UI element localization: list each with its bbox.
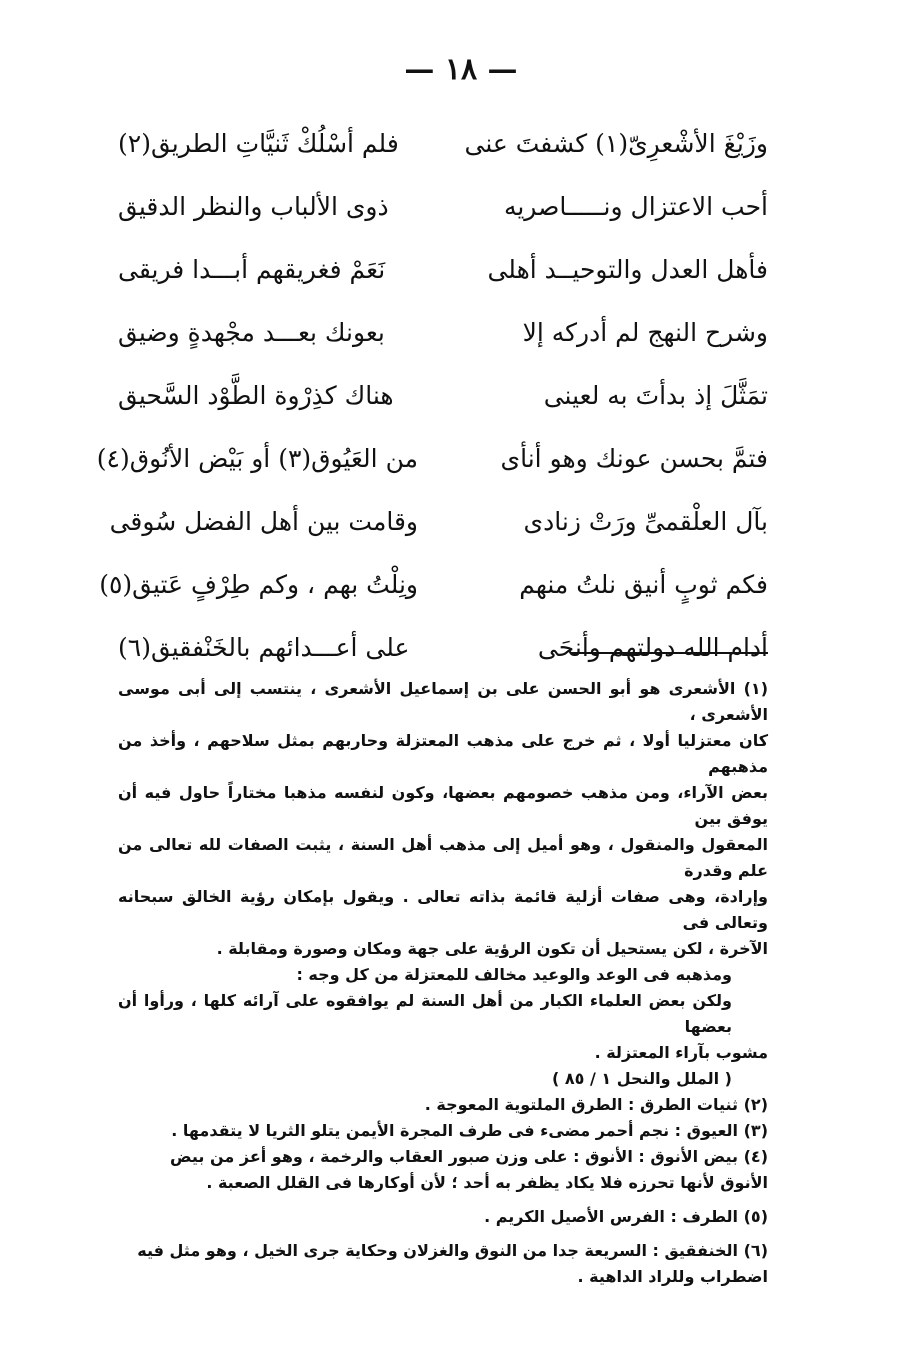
footnote-separator — [570, 652, 768, 654]
footnote-1-line: ومذهبه فى الوعد والوعيد مخالف للمعتزلة من كل وجه : — [296, 965, 732, 984]
verse-second-hemistich: وقامت بين أهل الفضل سُوقى — [109, 507, 418, 536]
verse-second-hemistich: بعونك بعـــد مجْهدةٍ وضيق — [118, 318, 385, 347]
poem — [96, 112, 768, 679]
verse-first-hemistich: أحب الاعتزال ونـــــاصريه — [503, 192, 768, 221]
footnote-2: (٢) ثنيات الطرق : الطرق الملتوية المعوجة . — [424, 1095, 768, 1114]
verse — [96, 427, 768, 490]
verse — [118, 238, 768, 301]
verse — [118, 364, 768, 427]
footnote-1-line: المعقول والمنقول ، وهو أميل إلى مذهب أهل السنة ، يثبت الصفات لله تعالى من علم وقدرة — [118, 835, 768, 880]
verse-first-hemistich: وشرح النهج لم أدركه إلا — [522, 318, 768, 347]
footnote-6-line: اضطراب وللراد الداهية . — [577, 1267, 768, 1286]
footnote-4-line: (٤) بيض الأنوق : الأنوق : على وزن صبور العقاب والرخمة ، وهو أعز من بيض — [170, 1147, 768, 1166]
footnote-1-line: بعض الآراء، ومن مذهب خصومهم بعضها، وكون لنفسه مذهبا مختاراً حاول فيه أن يوفق بين — [118, 783, 768, 828]
footnote-3: (٣) العيوق : نجم أحمر مضىء فى طرف المجرة الأيمن يتلو الثريا لا يتقدمها . — [171, 1121, 768, 1140]
footnotes — [118, 676, 768, 1290]
footnote-1-line: وإرادة، وهى صفات أزلية قائمة بذاته تعالى . ويقول بإمكان رؤية الخالق سبحانه وتعالى فى — [118, 887, 768, 932]
footnote-1-reference: ( الملل والنحل ١ / ٨٥ ) — [551, 1069, 732, 1088]
footnote-1-line: ولكن بعض العلماء الكبار من أهل السنة لم يوافقوه على آرائه كلها ، ورأوا أن بعضها — [118, 991, 732, 1036]
verse-second-hemistich: ونِلْتُ بهم ، وكم طِرْفٍ عَتيق(٥) — [99, 570, 418, 599]
verse — [118, 175, 768, 238]
verse-second-hemistich: من العَيُوق(٣) أو بَيْض الأنُوق(٤) — [96, 444, 418, 473]
verse-second-hemistich: على أعـــدائهم بالخَنْفقيق(٦) — [118, 633, 410, 662]
verse-first-hemistich: تمَثَّلَ إذ بدأتَ به لعينى — [543, 381, 768, 410]
verse-first-hemistich: فأهل العدل والتوحيــد أهلى — [487, 255, 768, 284]
footnote-4-line: الأنوق لأنها تحرزه فلا يكاد يظفر به أحد ؛ لأن أوكارها فى القلل الصعبة . — [206, 1173, 768, 1192]
verse-first-hemistich: بآل العلْقمىِّ ورَتْ زنادى — [523, 507, 768, 536]
verse — [99, 553, 768, 616]
footnote-1-line: مشوب بآراء المعتزلة . — [594, 1043, 768, 1062]
footnote-1-line: كان معتزليا أولا ، ثم خرج على مذهب المعتزلة وحاربهم بمثل سلاحهم ، وأخذ من مذهبهم — [118, 731, 768, 776]
verse — [118, 301, 768, 364]
verse-first-hemistich: فتمَّ بحسن عونك وهو أنأى — [500, 444, 768, 473]
footnote-1-line: (١) الأشعرى هو أبو الحسن على بن إسماعيل الأشعرى ، ينتسب إلى أبى موسى الأشعرى ، — [118, 679, 768, 724]
verse — [109, 490, 768, 553]
verse-first-hemistich: فكم ثوبٍ أنيق نلتُ منهم — [519, 570, 768, 599]
page-number: — ١٨ — — [404, 52, 518, 87]
verse-second-hemistich: فلم أسْلُكْ ثَنيَّاتِ الطريق(٢) — [118, 129, 399, 158]
verse-second-hemistich: هناك كذِرْوة الطَّوْد السَّحيق — [118, 381, 394, 410]
verse — [118, 616, 768, 679]
verse-second-hemistich: ذوى الألباب والنظر الدقيق — [118, 192, 389, 221]
footnote-1-line: الآخرة ، لكن يستحيل أن تكون الرؤية على جهة ومكان وصورة ومقابلة . — [216, 939, 768, 958]
verse — [118, 112, 768, 175]
verse-second-hemistich: نَعَمْ فغريقهم أبـــدا فريقى — [118, 255, 386, 284]
verse-first-hemistich: وزَيْغَ الأشْعرِىّ(١) كشفتَ عنى — [464, 129, 768, 158]
footnote-5: (٥) الطرف : الفرس الأصيل الكريم . — [484, 1207, 768, 1226]
verse-first-hemistich: أدام الله دولتهم وأنحَى — [537, 633, 768, 662]
footnote-6-line: (٦) الخنفقيق : السريعة جدا من النوق والغزلان وحكاية جرى الخيل ، وهو مثل فيه — [137, 1241, 768, 1260]
